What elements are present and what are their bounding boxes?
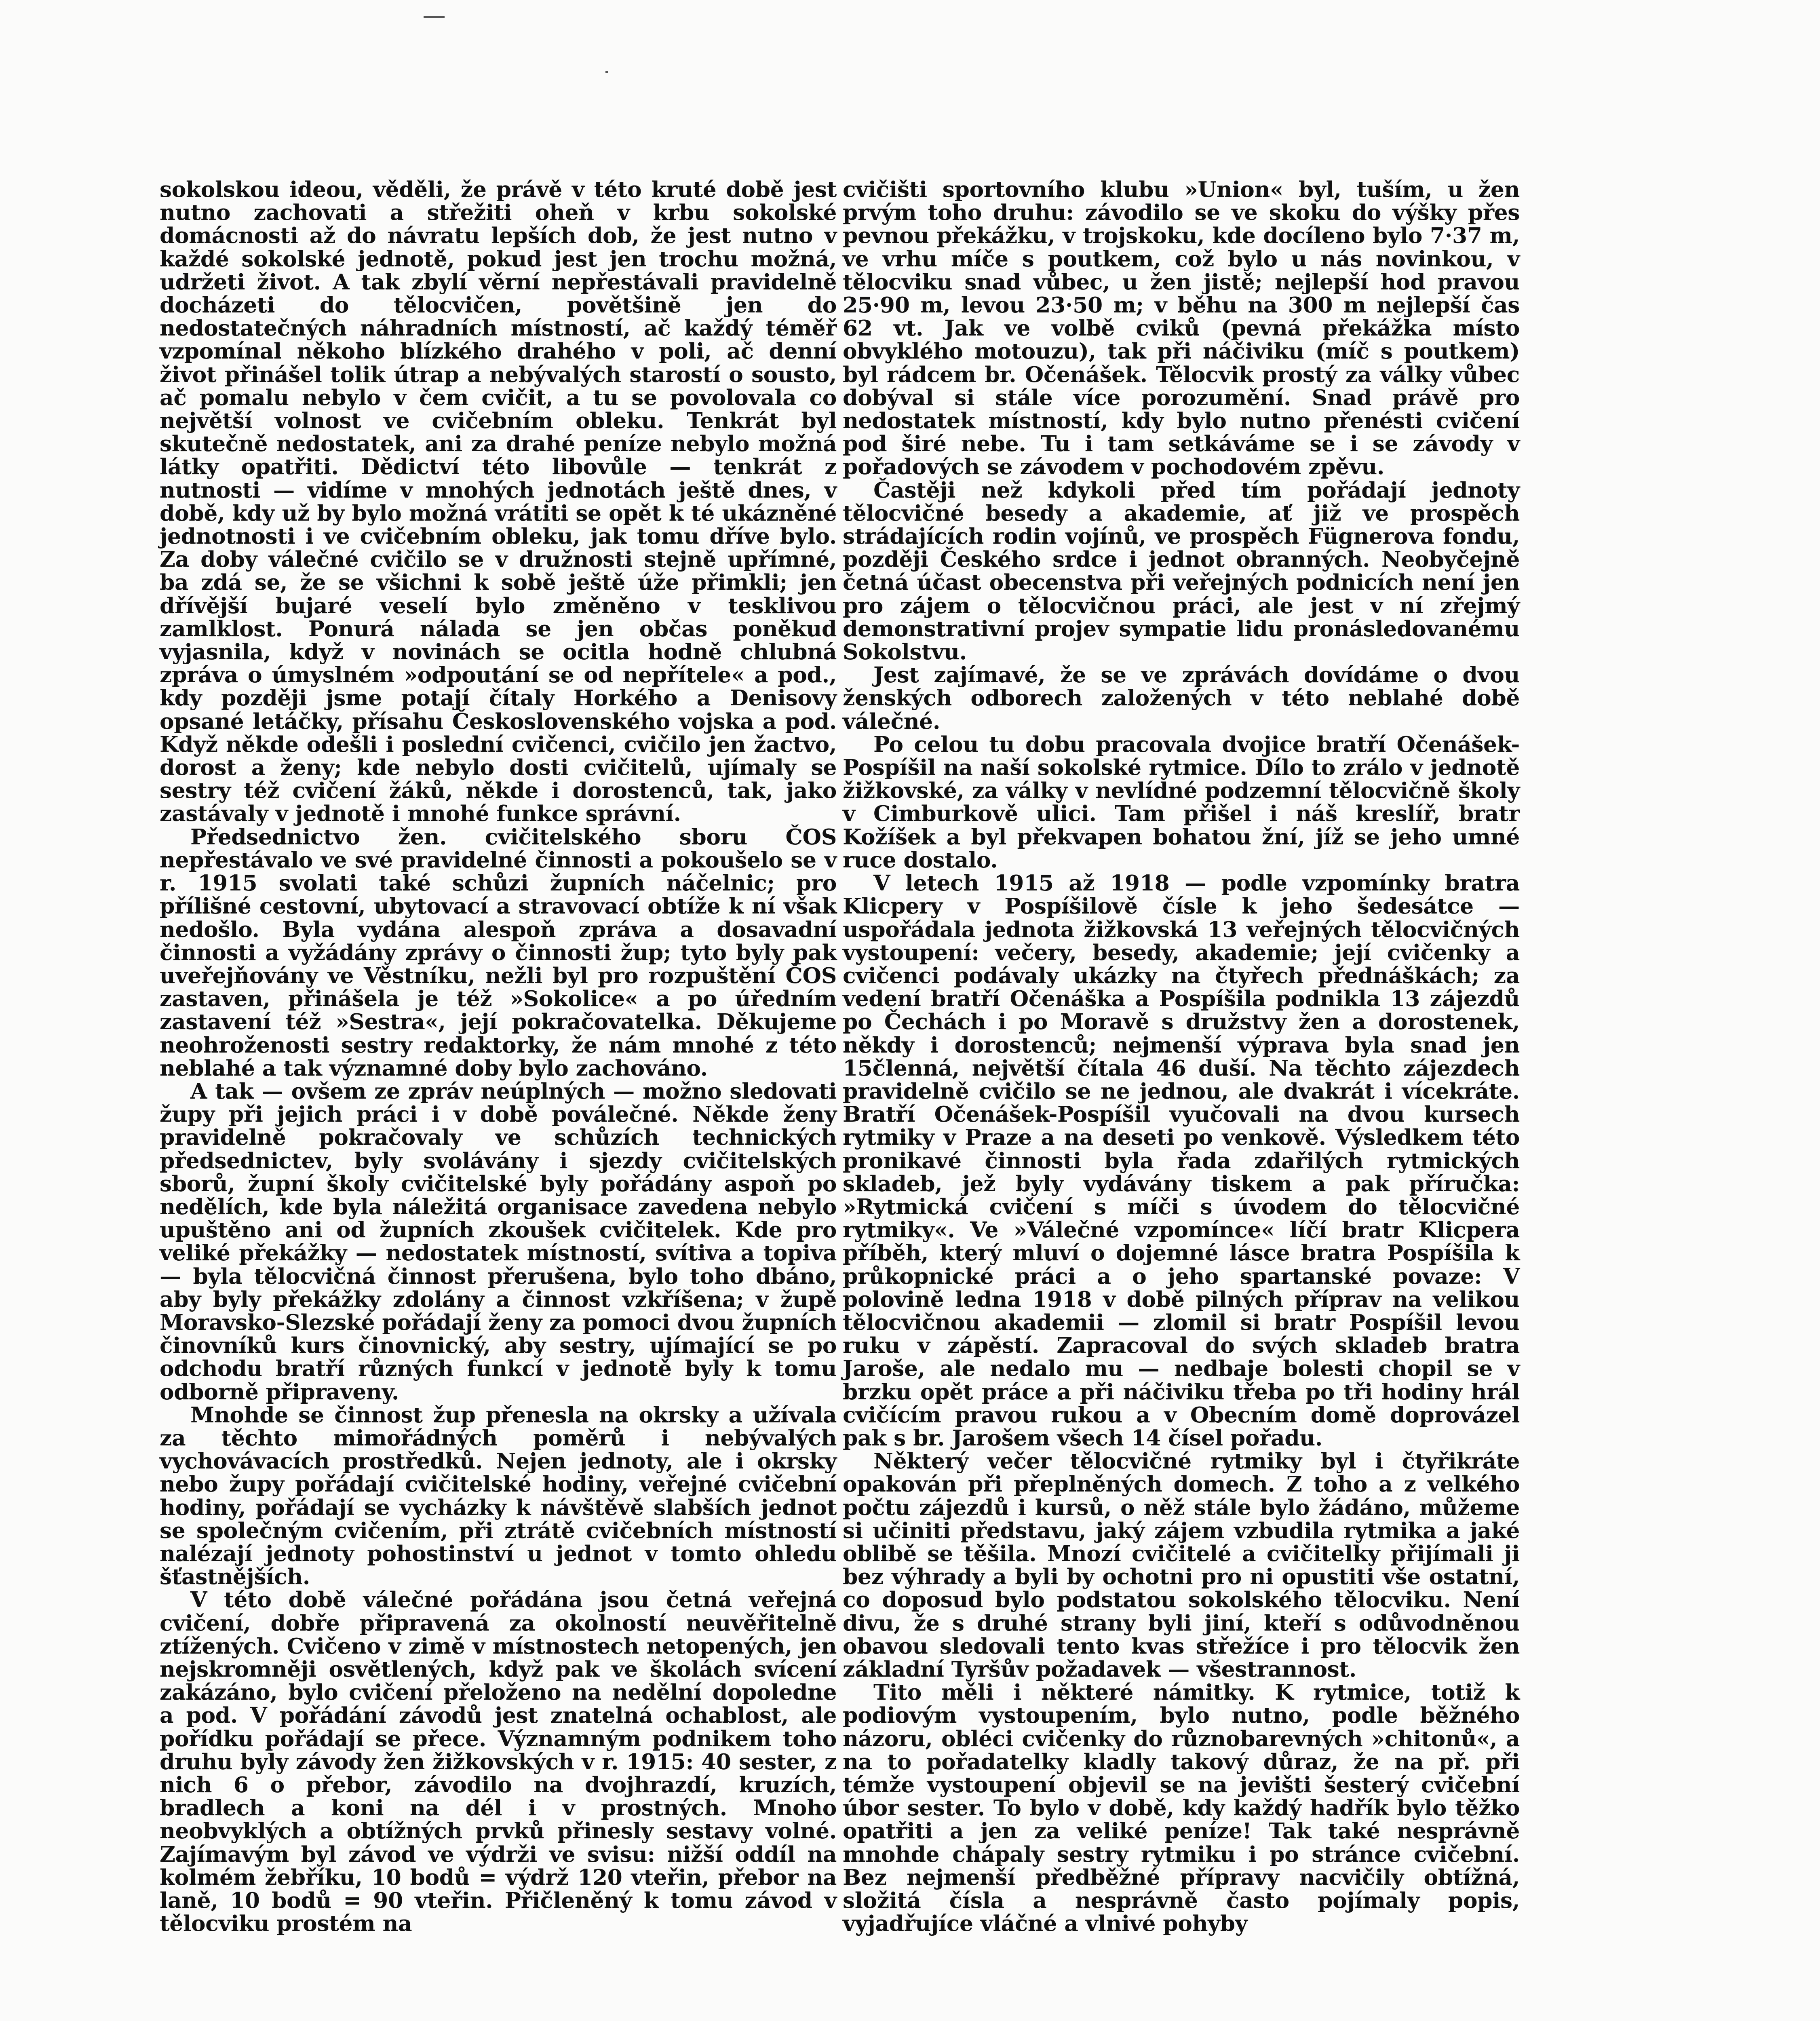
paragraph: Předsednictvo žen. cvičitelského sboru ČOS nepřestávalo ve své pravidelné činnosti a pokoušelo se v r. 1915 svolati také schůzi župních náčelnic; pro přílišné cestovní, ubytovací a stravovací obtíže k ní však nedošlo. Byla vydána alespoň zpráva a dosavadní činnosti a vyžádány zprávy o činnosti žup; tyto byly pak uveřejňovány ve Věstníku, nežli byl pro rozpuštění ČOS zastaven, přinášela je též »Sokolice« a po úředním zastavení též »Sestra«, její pokračovatelka. Děkujeme neohroženosti sestry redaktorky, že nám mnohé z této neblahé a tak významné doby bylo zachováno. (160, 824, 837, 1081)
paragraph: Mnohde se činnost žup přenesla na okrsky a užívala za těchto mimořádných poměrů i nebývalých vychovávacích prostředků. Nejen jednoty, ale i okrsky nebo župy pořádají cvičitelské hodiny, veřejné cvičební hodiny, pořádají se vycházky k návštěvě slabších jednot se společným cvičením, při ztrátě cvičebních místností nalézají jednoty pohostinství u jednot v tomto ohledu šťastnějších. (160, 1402, 837, 1590)
paragraph: V této době válečné pořádána jsou četná veřejná cvičení, dobře připravená za okolností neuvěřitelně ztížených. Cvičeno v zimě v místnostech netopených, jen nejskromněji osvětlených, když pak ve školách svícení zakázáno, bylo cvičení přeloženo na nedělní dopoledne a pod. V pořádání závodů jest znatelná ochablost, ale pořídku pořádají se přece. Významným podnikem toho druhu byly závody žen žižkovských v r. 1915: 40 sester, z nich 6 o přebor, závodilo na dvojhrazdí, kruzích, bradlech a koni na dél i v prostných. Mnoho neobvyklých a obtížných prvků přinesly sestavy volné. Zajímavým byl závod ve výdrži ve svisu: nižší oddíl na kolmém žebříku, 10 bodů = výdrž 120 vteřin, přebor na laně, 10 bodů = 90 vteřin. Přičleněný k tomu závod v tělocviku prostém na (160, 1587, 837, 1937)
paragraph: Některý večer tělocvičné rytmiky byl i čtyřikráte opakován při přeplněných domech. Z toho a z velkého počtu zájezdů i kursů, o něž stále bylo žádáno, můžeme si učiniti představu, jaký zájem vzbudila rytmika a jaké oblibě se těšila. Mnozí cvičitelé a cvičitelky přijímali ji bez výhrady a byli by ochotni pro ni opustiti vše ostatní, co doposud bylo podstatou sokolského tělocviku. Není divu, že s druhé strany byli jiní, kteří s odůvodněnou obavou sledovali tento kvas střežíce i pro tělocvik žen základní Tyršův požadavek — všestrannost. (843, 1448, 1520, 1682)
scan-mark (424, 16, 445, 18)
paragraph: Častěji než kdykoli před tím pořádají jednoty tělocvičné besedy a akademie, ať již ve prospěch strádajících rodin vojínů, ve prospěch Fügnerova fondu, později Českého srdce i jednot obranných. Neobyčejně četná účast obecenstva při veřejných podnicích není jen pro zájem o tělocvičnou práci, ale jest v ní zřejmý demonstrativní projev sympatie lidu pronásledovanému Sokolstvu. (843, 477, 1520, 665)
paragraph: Po celou tu dobu pracovala dvojice bratří Očenášek-Pospíšil na naší sokolské rytmice. Dílo to zrálo v jednotě žižkovské, za války v nevlídné podzemní tělocvičně školy v Cimburkově ulici. Tam přišel i náš kreslíř, bratr Kožíšek a byl překvapen bohatou žní, jíž se jeho umné ruce dostalo. (843, 731, 1520, 873)
paragraph: A tak — ovšem ze zpráv neúplných — možno sledovati župy při jejich práci i v době poválečné. Někde ženy pravidelně pokračovaly ve schůzích technických předsednictev, byly svolávány i sjezdy cvičitelských sborů, župní školy cvičitelské byly pořádány aspoň po nedělích, kde byla náležitá organisace zavedena nebylo upuštěno ani od župních zkoušek cvičitelek. Kde pro veliké překážky — nedostatek místností, svítiva a topiva — byla tělocvičná činnost přerušena, bylo toho dbáno, aby byly překážky zdolány a činnost vzkříšena; v župě Moravsko-Slezské pořádají ženy za pomoci dvou župních činovníků kurs činovnický, aby sestry, ujímající se po odchodu bratří různých funkcí v jednotě byly k tomu odborně připraveny. (160, 1078, 837, 1405)
paragraph: sokolskou ideou, věděli, že právě v této kruté době jest nutno zachovati a střežiti oheň v krbu sokolské domácnosti až do návratu lepších dob, že jest nutno v každé sokolské jednotě, pokud jest jen trochu možná, udržeti život. A tak zbylí věrní nepřestávali pravidelně docházeti do tělocvičen, povětšině jen do nedostatečných náhradních místností, ač každý téměř vzpomínal někoho blízkého drahého v poli, ač denní život přinášel tolik útrap a nebývalých starostí o sousto, ač pomalu nebylo v čem cvičit, a tu se povolovala co největší volnost ve cvičebním obleku. Tenkrát byl skutečně nedostatek, ani za drahé peníze nebylo možná látky opatřiti. Dědictví této libovůle — tenkrát z nutnosti — vidíme v mnohých jednotách ještě dnes, v době, kdy už by bylo možná vrátiti se opět k té ukázněné jednotnosti i ve cvičebním obleku, jak tomu dříve bylo. Za doby válečné cvičilo se v družnosti stejně upřímné, ba zdá se, že se všichni k sobě ještě úže přimkli; jen dřívější bujaré veselí bylo změněno v tesklivou zamlklost. Ponurá nálada se jen občas poněkud vyjasnila, když v novinách se ocitla hodně chlubná zpráva o úmyslném »odpoutání se od nepřítele« a pod., kdy později jsme potají čítaly Horkého a Denisovy opsané letáčky, přísahu Československého vojska a pod. Když někde odešli i poslední cvičenci, cvičilo jen žactvo, dorost a ženy; kde nebylo dosti cvičitelů, ujímaly se sestry též cvičení žáků, někde i dorostenců, tak, jako zastávaly v jednotě i mnohé funkce správní. (160, 177, 837, 827)
right-column (843, 178, 1520, 1935)
paragraph: Tito měli i některé námitky. K rytmice, totiž k podiovým vystoupením, bylo nutno, podle běžného názoru, obléci cvičenky do různobarevných »chitonů«, a na to pořadatelky kladly takový důraz, že na př. při témže vystoupení objevil se na jevišti šesterý cvičební úbor sester. To bylo v době, kdy každý hadřík bylo těžko opatřiti a jen za veliké peníze! Tak také nesprávně mnohde chápaly sestry rytmiku i po stránce cvičební. Bez nejmenší předběžné přípravy nacvičily obtížná, složitá čísla a nesprávně často pojímaly popis, vyjadřujíce vláčné a vlnivé pohyby (843, 1679, 1520, 1937)
paragraph: cvičišti sportovního klubu »Union« byl, tuším, u žen prvým toho druhu: závodilo se ve skoku do výšky přes pevnou překážku, v trojskoku, kde docíleno bylo 7·37 m, ve vrhu míče s poutkem, což bylo u nás novinkou, v tělocviku snad vůbec, u žen jistě; nejlepší hod pravou 25·90 m, levou 23·50 m; v běhu na 300 m nejlepší čas 62 vt. Jak ve volbě cviků (pevná překážka místo obvyklého motouzu), tak při náčiviku (míč s poutkem) byl rádcem br. Očenášek. Tělocvik prostý za války vůbec dobýval si stále více porozumění. Snad právě pro nedostatek místností, kdy bylo nutno přenésti cvičení pod širé nebe. Tu i tam setkáváme se i se závody v pořadových se závodem v pochodovém zpěvu. (843, 177, 1520, 480)
paragraph: Jest zajímavé, že se ve zprávách dovídáme o dvou ženských odborech založených v této neblahé době válečné. (843, 662, 1520, 734)
left-column (160, 178, 837, 1935)
paragraph: V letech 1915 až 1918 — podle vzpomínky bratra Klicpery v Pospíšilově čísle k jeho šedesátce — uspořádala jednota žižkovská 13 veřejných tělocvičných vystoupení: večery, besedy, akademie; její cvičenky a cvičenci podávaly ukázky na čtyřech přednáškách; za vedení bratří Očenáška a Pospíšila podnikla 13 zájezdů po Čechách i po Moravě s družstvy žen a dorostenek, někdy i dorostenců; nejmenší výprava byla snad jen 15členná, největší čítala 46 duší. Na těchto zájezdech pravidelně cvičilo se ne jednou, ale dvakrát i vícekráte. Bratří Očenášek-Pospíšil vyučovali na dvou kursech rytmiky v Praze a na deseti po venkově. Výsledkem této pronikavé činnosti byla řada zdařilých rytmických skladeb, jež byly vydávány tiskem a pak příručka: »Rytmická cvičení s míči s úvodem do tělocvičné rytmiky«. Ve »Válečné vzpomínce« líčí bratr Klicpera příběh, který mluví o dojemné lásce bratra Pospíšila k průkopnické práci a o jeho spartanské povaze: V polovině ledna 1918 v době pilných příprav na velikou tělocvičnou akademii — zlomil si bratr Pospíšil levou ruku v zápěstí. Zapracoval do svých skladeb bratra Jaroše, ale nedalo mu — nedbaje bolesti chopil se v brzku opět práce a při náčiviku třeba po tři hodiny hrál cvičícím pravou rukou a v Obecním domě doprovázel pak s br. Jarošem všech 14 čísel pořadu. (843, 870, 1520, 1451)
scan-mark (605, 71, 608, 73)
